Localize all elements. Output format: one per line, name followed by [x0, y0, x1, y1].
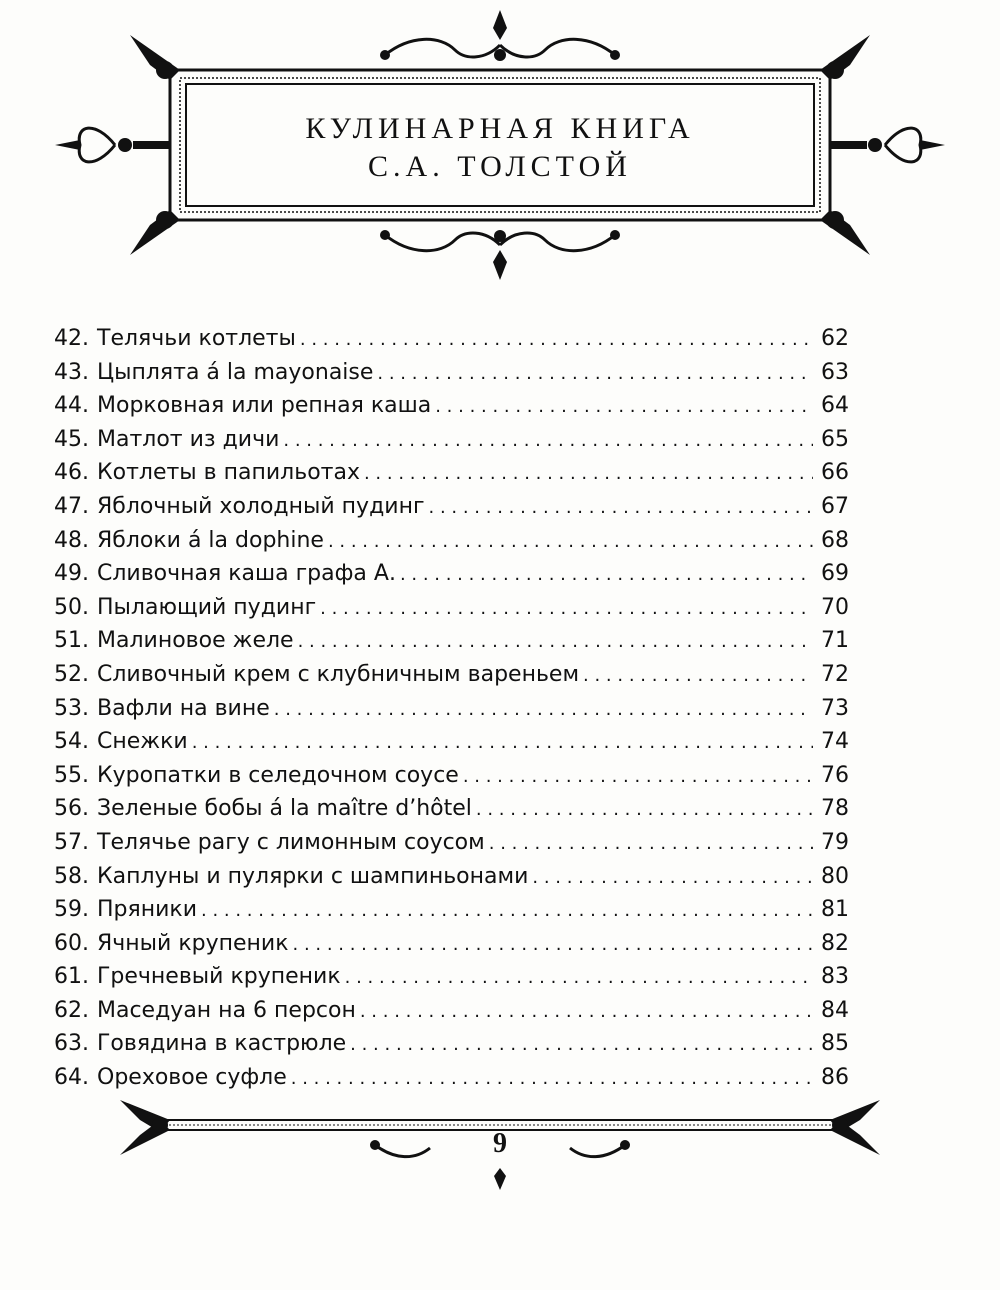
- toc-entry[interactable]: [54, 893, 849, 927]
- toc-entry-number: 52.: [54, 661, 89, 687]
- toc-entry[interactable]: [54, 1027, 849, 1061]
- toc-entry-page: 80: [821, 863, 849, 889]
- toc-entry[interactable]: [54, 725, 849, 759]
- toc-entry-title: Снежки: [97, 729, 188, 755]
- toc-entry-page: 86: [821, 1065, 849, 1091]
- toc-entry-title: Яблоки á la dophine: [97, 527, 324, 553]
- toc-entry-title: Сливочная каша графа А.: [97, 561, 396, 587]
- toc-entry-number: 62.: [54, 997, 89, 1023]
- toc-leader-dots: [435, 390, 813, 424]
- toc-entry-title: Ячный крупеник: [97, 930, 289, 956]
- toc-entry[interactable]: [54, 624, 849, 658]
- toc-entry[interactable]: [54, 960, 849, 994]
- book-title: КУЛИНАРНАЯ КНИГА: [305, 112, 695, 145]
- toc-entry-page: 85: [821, 1031, 849, 1057]
- toc-leader-dots: [293, 928, 814, 962]
- toc-entry[interactable]: [54, 557, 849, 591]
- toc-leader-dots: [298, 625, 813, 659]
- toc-entry[interactable]: [54, 389, 849, 423]
- toc-leader-dots: [274, 693, 813, 727]
- toc-entry[interactable]: [54, 1061, 849, 1095]
- toc-leader-dots: [201, 894, 813, 928]
- toc-entry-number: 44.: [54, 393, 89, 419]
- toc-entry-number: 58.: [54, 863, 89, 889]
- book-author: С.А. ТОЛСТОЙ: [368, 150, 632, 183]
- toc-leader-dots: [291, 1062, 813, 1096]
- toc-entry-page: 68: [821, 527, 849, 553]
- toc-entry[interactable]: [54, 692, 849, 726]
- toc-entry[interactable]: [54, 490, 849, 524]
- toc-leader-dots: [583, 659, 813, 693]
- table-of-contents: [54, 322, 849, 1095]
- toc-entry-number: 59.: [54, 897, 89, 923]
- toc-leader-dots: [489, 827, 813, 861]
- toc-entry-title: Пылающий пудинг: [97, 594, 317, 620]
- toc-entry-title: Яблочный холодный пудинг: [97, 493, 425, 519]
- toc-entry-title: Ореховое суфле: [97, 1065, 287, 1091]
- toc-entry[interactable]: [54, 356, 849, 390]
- toc-entry-number: 56.: [54, 796, 89, 822]
- toc-leader-dots: [300, 323, 813, 357]
- toc-entry-number: 51.: [54, 628, 89, 654]
- toc-entry-title: Зеленые бобы á la maître d’hôtel: [97, 796, 472, 822]
- toc-entry-number: 63.: [54, 1031, 89, 1057]
- toc-entry-number: 57.: [54, 829, 89, 855]
- toc-entry-title: Морковная или репная каша: [97, 393, 432, 419]
- toc-entry-number: 49.: [54, 561, 89, 587]
- toc-entry-page: 83: [821, 964, 849, 990]
- toc-entry-page: 69: [821, 561, 849, 587]
- toc-entry[interactable]: [54, 860, 849, 894]
- toc-entry-number: 48.: [54, 527, 89, 553]
- toc-leader-dots: [429, 491, 813, 525]
- toc-entry[interactable]: [54, 591, 849, 625]
- toc-leader-dots: [345, 961, 813, 995]
- toc-entry[interactable]: [54, 322, 849, 356]
- toc-leader-dots: [377, 357, 813, 391]
- toc-entry[interactable]: [54, 826, 849, 860]
- toc-entry-title: Куропатки в селедочном соусе: [97, 762, 459, 788]
- toc-entry-title: Малиновое желе: [97, 628, 294, 654]
- toc-entry[interactable]: [54, 658, 849, 692]
- toc-entry-title: Матлот из дичи: [97, 426, 280, 452]
- toc-entry-number: 42.: [54, 326, 89, 351]
- toc-leader-dots: [364, 457, 813, 491]
- toc-entry-page: 62: [821, 326, 849, 351]
- toc-entry-title: Котлеты в папильотах: [97, 460, 360, 486]
- toc-entry-title: Каплуны и пулярки с шампиньонами: [97, 863, 529, 889]
- toc-entry[interactable]: [54, 994, 849, 1028]
- toc-entry-title: Пряники: [97, 897, 198, 923]
- toc-entry-title: Телячье рагу с лимонным соусом: [97, 829, 485, 855]
- toc-leader-dots: [192, 726, 813, 760]
- toc-leader-dots: [350, 1028, 813, 1062]
- toc-entry-number: 53.: [54, 695, 89, 721]
- toc-leader-dots: [360, 995, 813, 1029]
- toc-entry-page: 73: [821, 695, 849, 721]
- toc-entry-number: 45.: [54, 426, 89, 452]
- toc-entry-page: 67: [821, 493, 849, 519]
- toc-entry-page: 78: [821, 796, 849, 822]
- toc-entry-title: Маседуан на 6 персон: [97, 997, 356, 1023]
- toc-entry-number: 60.: [54, 930, 89, 956]
- toc-entry-number: 47.: [54, 493, 89, 519]
- toc-entry-page: 79: [821, 829, 849, 855]
- toc-entry-title: Сливочный крем с клубничным вареньем: [97, 661, 580, 687]
- toc-leader-dots: [463, 760, 813, 794]
- toc-entry-number: 50.: [54, 594, 89, 620]
- toc-leader-dots: [328, 525, 813, 559]
- toc-entry-title: Телячьи котлеты: [97, 326, 296, 351]
- toc-entry-title: Вафли на вине: [97, 695, 270, 721]
- toc-entry[interactable]: [54, 759, 849, 793]
- toc-entry-page: 84: [821, 997, 849, 1023]
- toc-leader-dots: [476, 793, 813, 827]
- toc-entry-page: 63: [821, 359, 849, 385]
- toc-entry[interactable]: [54, 927, 849, 961]
- toc-entry-page: 64: [821, 393, 849, 419]
- toc-entry-page: 66: [821, 460, 849, 486]
- toc-leader-dots: [320, 592, 813, 626]
- toc-entry-page: 81: [821, 897, 849, 923]
- toc-leader-dots: [400, 558, 813, 592]
- toc-entry-page: 71: [821, 628, 849, 654]
- toc-entry-number: 55.: [54, 762, 89, 788]
- toc-entry[interactable]: [54, 792, 849, 826]
- toc-entry-title: Говядина в кастрюле: [97, 1031, 347, 1057]
- toc-entry[interactable]: [54, 423, 849, 457]
- toc-entry-number: 54.: [54, 729, 89, 755]
- toc-entry[interactable]: [54, 524, 849, 558]
- toc-entry-number: 43.: [54, 359, 89, 385]
- toc-entry-page: 74: [821, 729, 849, 755]
- toc-leader-dots: [283, 424, 813, 458]
- toc-entry[interactable]: [54, 456, 849, 490]
- toc-entry-number: 64.: [54, 1065, 89, 1091]
- toc-entry-page: 72: [821, 661, 849, 687]
- page-number: 9: [493, 1128, 507, 1159]
- toc-entry-number: 61.: [54, 964, 89, 990]
- toc-entry-page: 76: [821, 762, 849, 788]
- toc-entry-number: 46.: [54, 460, 89, 486]
- toc-entry-title: Гречневый крупеник: [97, 964, 341, 990]
- toc-entry-page: 65: [821, 426, 849, 452]
- toc-entry-page: 70: [821, 594, 849, 620]
- toc-entry-title: Цыплята á la mayonaise: [97, 359, 374, 385]
- toc-leader-dots: [532, 861, 813, 895]
- toc-entry-page: 82: [821, 930, 849, 956]
